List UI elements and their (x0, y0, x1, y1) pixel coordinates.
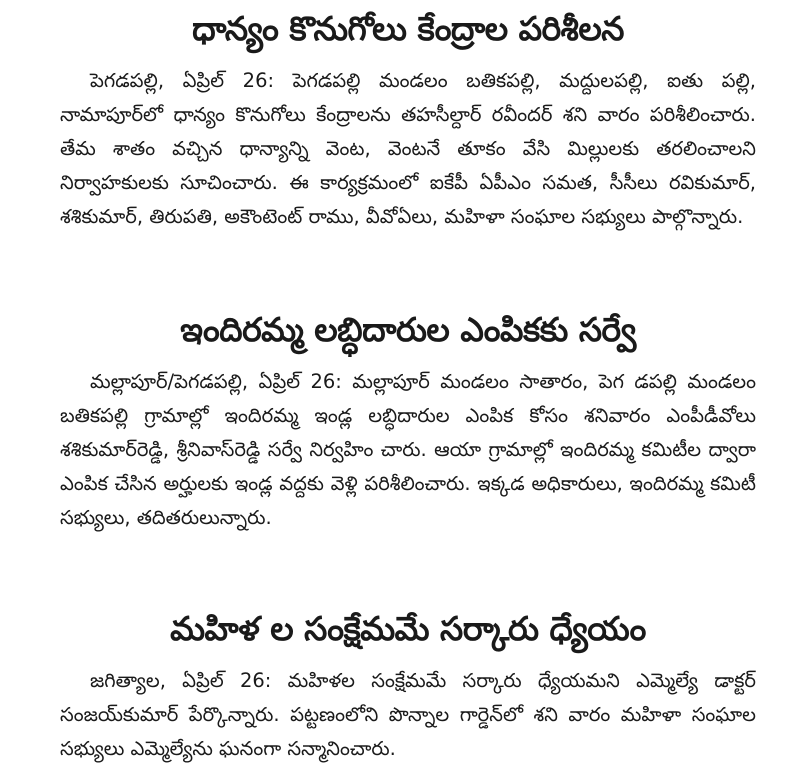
article-body: మల్లాపూర్/పెగడపల్లి, ఏప్రిల్ 26: మల్లాపూర్ మండలం సాతారం, పెగ డపల్లి మండలం బతికపల్లి గ్రామాల్లో ఇందిరమ్మ ఇండ్ల లబ్ధిదారుల ఎంపిక కోసం శనివారం ఎంపీడీవోలు శశికుమార్‌రెడ్డి, శ్రీనివాస్‌రెడ్డి సర్వే నిర్వహిం చారు. ఆయా గ్రామాల్లో ఇందిరమ్మ కమిటీల ద్వారా ఎంపిక చేసిన అర్హులకు ఇండ్ల వద్దకు వెళ్లి పరిశీలించారు. ఇక్కడ అధికారులు, ఇందిరమ్మ కమిటీ సభ్యులు, తదితరులున్నారు. (60, 370, 756, 529)
article-women-welfare (0, 604, 800, 763)
article-grain-purchase-centers (0, 4, 800, 234)
article-headline: ధాన్యం కొనుగోలు కేంద్రాల పరిశీలన (192, 9, 624, 48)
article-body: జగిత్యాల, ఏప్రిల్ 26: మహిళల సంక్షేమమే సర్కారు ధ్యేయమని ఎమ్మెల్యే డాక్టర్ సంజయ్‌కుమార్ పేర్కొన్నారు. పట్టణంలోని పొన్నాల గార్డెన్‌లో శని వారం మహిళా సంఘాల సభ్యులు ఎమ్మెల్యేను ఘనంగా సన్మానించారు. (60, 669, 756, 760)
article-indiramma-survey (0, 305, 800, 535)
article-headline: ఇందిరమ్మ లబ్ధిదారుల ఎంపికకు సర్వే (180, 310, 636, 349)
article-headline: మహిళ ల సంక్షేమమే సర్కారు ధ్యేయం (170, 609, 646, 648)
article-body: పెగడపల్లి, ఏప్రిల్ 26: పెగడపల్లి మండలం బతికపల్లి, మద్దులపల్లి, ఐతు పల్లి, నామాపూర్‌లో ధాన్యం కొనుగోలు కేంద్రాలను తహసీల్దార్ రవీందర్ శని వారం పరిశీలించారు. తేమ శాతం వచ్చిన ధాన్యాన్ని వెంట, వెంటనే తూకం వేసి మిల్లులకు తరలించాలని నిర్వాహకులకు సూచించారు. ఈ కార్యక్రమంలో ఐకేపీ ఏపీఎం సమత, సీసీలు రవికుమార్, శశికుమార్, తిరుపతి, అకౌంటెంట్ రాము, వీవోఏలు, మహిళా సంఘాల సభ్యులు పాల్గొన్నారు. (60, 69, 756, 228)
